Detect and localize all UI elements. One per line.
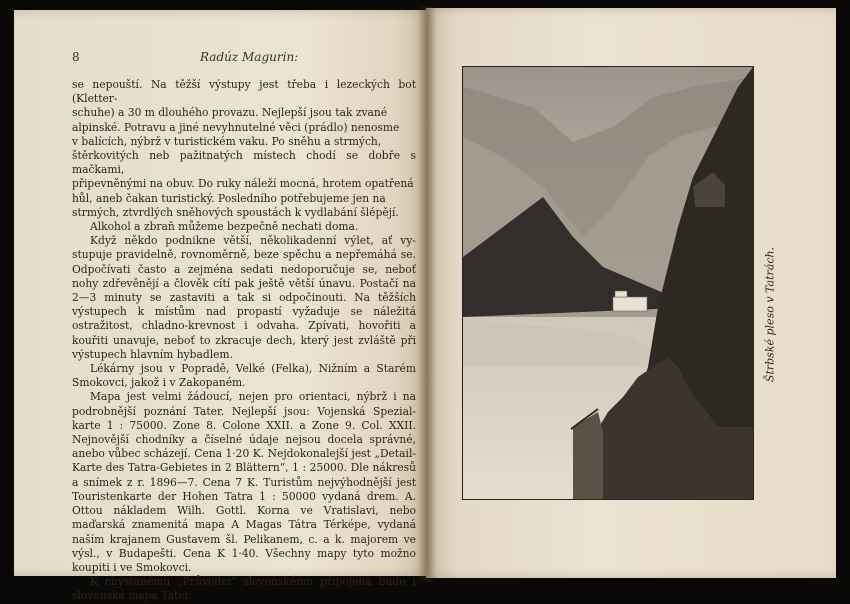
book-gutter — [418, 6, 436, 582]
paragraph: K chystanému „Průvodci“ slovenskému připojena bude i slovenská mapa Tater. — [72, 575, 416, 603]
paragraph: Alkohol a zbraň můžeme bezpečně nechati doma. — [90, 220, 359, 234]
text-line: připevněnými na obuv. Do ruky náleží mocná, hrotem opatřená — [72, 177, 414, 191]
text-line: alpinské. Potravu a jiné nevyhnutelné věci (prádlo) nenosme — [72, 120, 400, 134]
page-number: 8 — [72, 50, 80, 64]
right-page — [426, 8, 836, 578]
body-text — [72, 78, 416, 604]
text-line: v balících, nýbrž v turistickém vaku. Po sněhu a strmých, — [72, 134, 382, 148]
text-line: štěrkovitých neb pažitnatých místech chodí se dobře s mačkami, — [72, 149, 416, 177]
text-line: strmých, ztvrdlých sněhových spoustách k vydlabání šlépějí. — [72, 205, 399, 219]
lake-mountain-illustration — [463, 67, 753, 499]
paragraph: Lékárny jsou v Popradě, Velké (Felka), Nižním a Starém Smokovci, jakož i v Zakopaném. — [72, 362, 416, 390]
landscape-photo — [462, 66, 754, 500]
photo-caption — [760, 198, 780, 438]
running-title: Radúz Magurin: — [200, 50, 299, 64]
open-book — [8, 6, 842, 603]
paragraph: Když někdo podnikne větší, několikadenní výlet, ať vy-stupuje pravidelně, rovnoměrně, beze spěchu a nepřemáhá se. Odpočívati často a zejména sedati nedoporučuje se, neboť nohy zdřevěnějí a člověk cítí pak ještě větší únavu. Postačí na 2—3 minuty se zastaviti a tak si odpočinouti. Na těžších výstupech k místům nad propastí vyžaduje se náležitá ostražitost, chladno-krevnost i odvaha. Zpívati, hovořiti a kouřiti unavuje, neboť to zkracuje dech, který jest zvláště při výstupech hlavním hybadlem. — [72, 234, 416, 361]
paragraph: Mapa jest velmi žádoucí, nejen pro orientaci, nýbrž i na podrobnější poznání Tater. Nejlepší jsou: Vojenská Spezial-karte 1 : 75000. Zone 8. Colone XXII. a Zone 9. Col. XXII. Nejnovější chodníky a číselné údaje nejsou docela správné, anebo vůbec scházejí. Cena 1·20 K. Nejdokonalejší jest „Detail-Karte des Tatra-Gebietes in 2 Blättern“, 1 : 25000. Dle nákresů a snímek z r. 1896—7. Cena 7 K. Turistům nejvýhodnější jest Touristenkarte der Hohen Tatra 1 : 50000 vydaná drem. A. Ottou nákladem Wilh. Gottl. Korna ve Vratislavi, nebo maďarská znamenitá mapa A Magas Tátra Térképe, vydaná naším krajanem Gustavem šl. Pelikanem, c. a k. majorem ve výsl., v Budapešti. Cena K 1·40. Všechny mapy tyto možno koupiti i ve Smokovci. — [72, 390, 416, 574]
caption-text: Štrbské pleso v Tatrách. — [763, 246, 777, 383]
text-line: hůl, aneb čakan turistický. Posledního potřebujeme jen na — [72, 191, 386, 205]
text-line: schuhe) a 30 m dlouhého provazu. Nejlepší jsou tak zvané — [72, 106, 388, 120]
left-page — [14, 10, 426, 603]
text-line: se nepouští. Na těžší výstupy jest třeba i lezeckých bot (Kletter- — [72, 78, 416, 106]
